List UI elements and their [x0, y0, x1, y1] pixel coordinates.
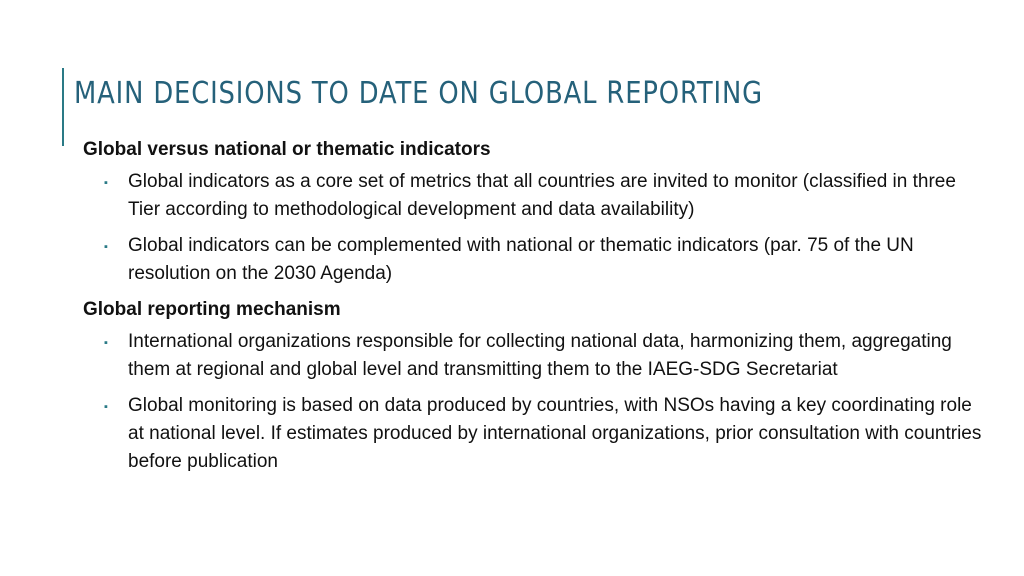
- title-accent-bar: [62, 68, 64, 146]
- slide-content: [83, 136, 988, 484]
- bullet-list: [83, 168, 988, 288]
- section-heading: Global reporting mechanism: [83, 299, 341, 320]
- section-global-reporting-mechanism: [83, 296, 988, 476]
- bullet-text: Global monitoring is based on data produced by countries, with NSOs having a key coordinating role at national level. If estimates produced by international organizations, prior consultation with countries before publication: [128, 395, 982, 472]
- square-bullet-icon: ▪: [104, 177, 108, 189]
- bullet-item: [104, 392, 988, 476]
- bullet-item: [104, 168, 988, 224]
- bullet-item: [104, 232, 988, 288]
- bullet-item: [104, 328, 988, 384]
- section-heading: Global versus national or thematic indicators: [83, 139, 491, 160]
- square-bullet-icon: ▪: [104, 401, 108, 413]
- square-bullet-icon: ▪: [104, 337, 108, 349]
- section-global-vs-national: [83, 136, 988, 288]
- slide-title: MAIN DECISIONS TO DATE ON GLOBAL REPORTING: [74, 76, 763, 111]
- bullet-text: International organizations responsible for collecting national data, harmonizing them, aggregating them at regional and global level and transmitting them to the IAEG-SDG Secretariat: [128, 331, 952, 380]
- square-bullet-icon: ▪: [104, 241, 108, 253]
- bullet-text: Global indicators can be complemented with national or thematic indicators (par. 75 of the UN resolution on the 2030 Agenda): [128, 235, 914, 284]
- bullet-text: Global indicators as a core set of metrics that all countries are invited to monitor (classified in three Tier according to methodological development and data availability): [128, 171, 956, 220]
- bullet-list: [83, 328, 988, 476]
